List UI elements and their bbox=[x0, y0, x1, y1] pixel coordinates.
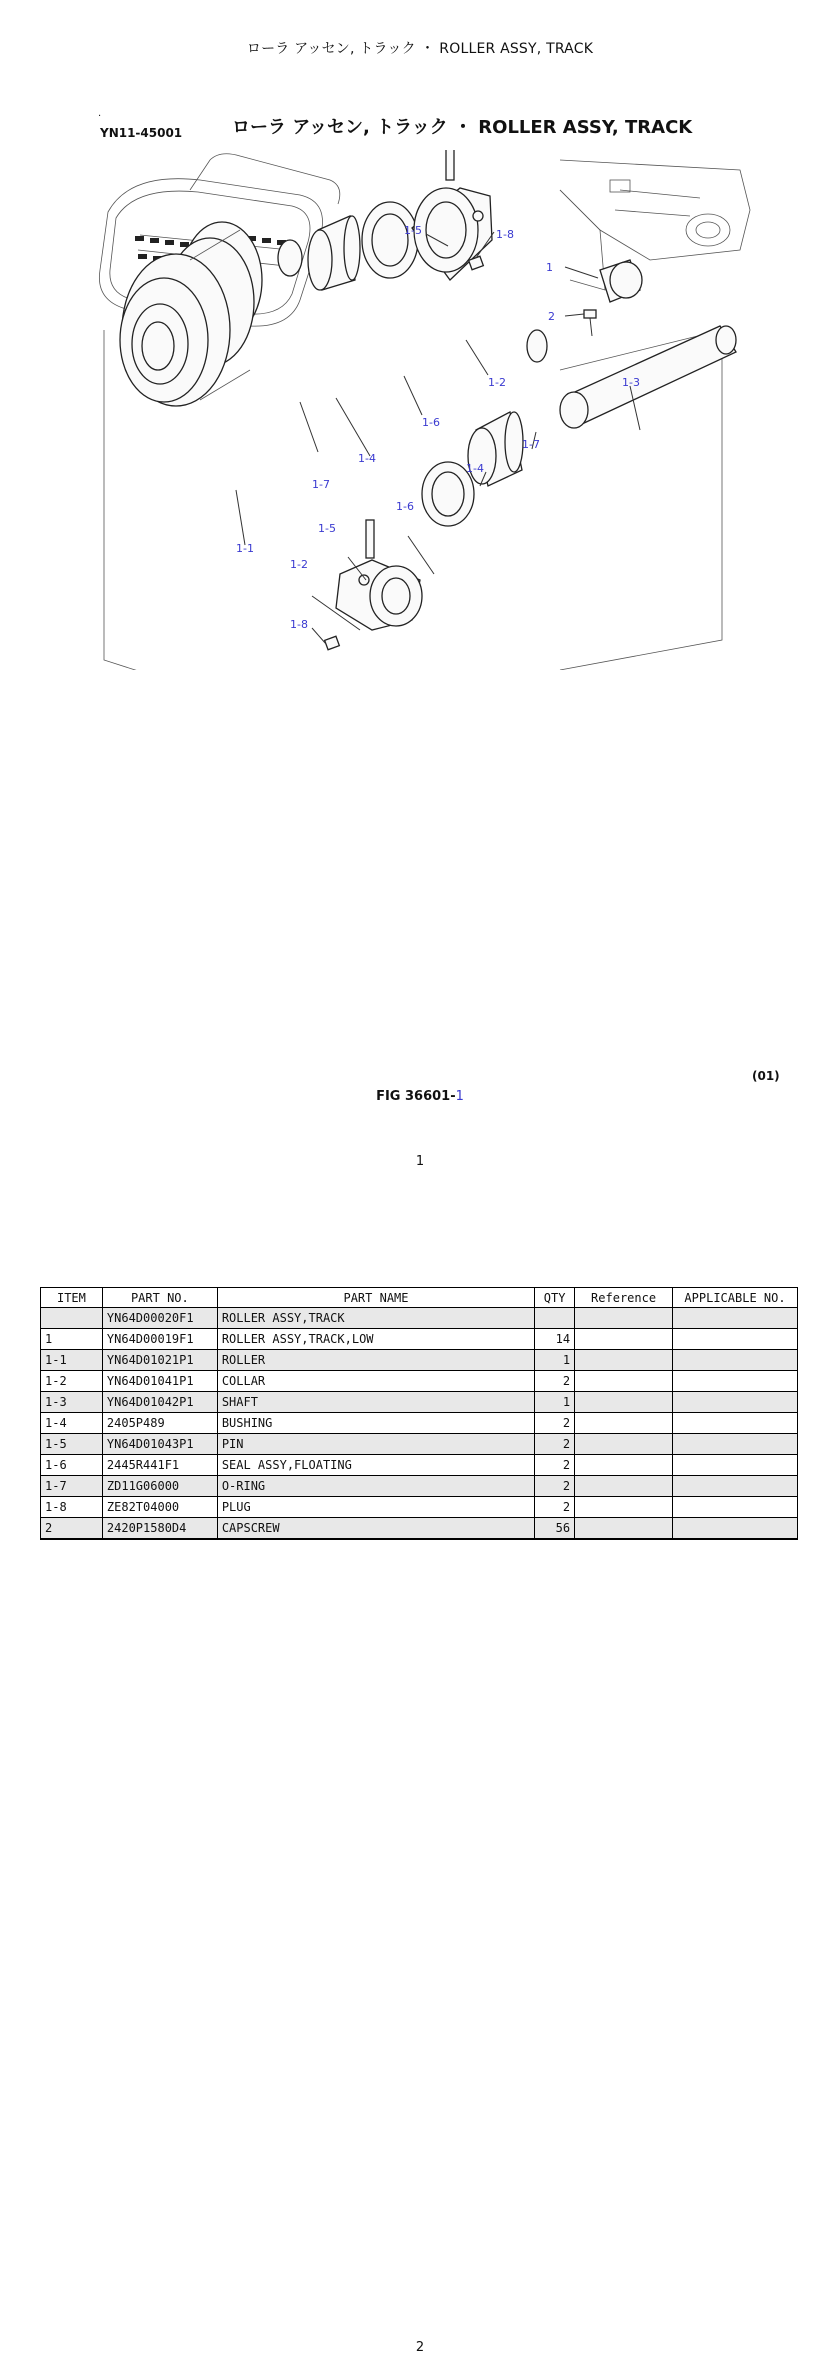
column-header-qty: QTY bbox=[535, 1288, 575, 1308]
part-name-cell: ROLLER bbox=[217, 1350, 534, 1371]
applicable-no-cell bbox=[673, 1455, 798, 1476]
page-number: 2 bbox=[415, 2340, 425, 2355]
bushing-drawing bbox=[308, 216, 360, 290]
callout-label: 1-3 bbox=[622, 376, 640, 389]
callout-label: 1-6 bbox=[422, 416, 440, 429]
item-cell: 1-1 bbox=[41, 1350, 103, 1371]
part-name-cell: COLLAR bbox=[217, 1371, 534, 1392]
applicable-no-cell bbox=[673, 1350, 798, 1371]
reference-cell bbox=[575, 1497, 673, 1518]
qty-cell: 2 bbox=[535, 1497, 575, 1518]
callout-label: 2 bbox=[548, 310, 555, 323]
item-cell: 2 bbox=[41, 1518, 103, 1540]
exploded-parts-illustration bbox=[0, 150, 840, 670]
item-cell: 1-3 bbox=[41, 1392, 103, 1413]
callout-label: 1-5 bbox=[318, 522, 336, 535]
sheet-number: 1 bbox=[415, 1154, 425, 1169]
table-row bbox=[41, 1350, 798, 1371]
collar-drawing-lower bbox=[336, 560, 422, 630]
applicable-no-cell bbox=[673, 1497, 798, 1518]
o-ring-drawing bbox=[527, 330, 547, 362]
applicable-no-cell bbox=[673, 1308, 798, 1329]
callout-label: 1-7 bbox=[312, 478, 330, 491]
table-row bbox=[41, 1371, 798, 1392]
item-cell: 1 bbox=[41, 1329, 103, 1350]
part-name-cell: CAPSCREW bbox=[217, 1518, 534, 1540]
table-row bbox=[41, 1518, 798, 1540]
callout-label: 1-1 bbox=[236, 542, 254, 555]
table-row bbox=[41, 1413, 798, 1434]
column-header-reference: Reference bbox=[575, 1288, 673, 1308]
diagram-marker: . bbox=[98, 108, 102, 119]
reference-cell bbox=[575, 1350, 673, 1371]
applicable-no-cell bbox=[673, 1371, 798, 1392]
diagram-title: ローラ アッセン, トラック ・ ROLLER ASSY, TRACK bbox=[232, 117, 693, 138]
track-frame-drawing bbox=[560, 160, 750, 290]
figure-number-suffix: 1 bbox=[455, 1089, 464, 1104]
roller-drawing bbox=[120, 222, 262, 406]
qty-cell: 14 bbox=[535, 1329, 575, 1350]
reference-cell bbox=[575, 1392, 673, 1413]
reference-cell bbox=[575, 1518, 673, 1540]
part-name-cell: PIN bbox=[217, 1434, 534, 1455]
callout-label: 1-8 bbox=[496, 228, 514, 241]
part-no-cell: YN64D00019F1 bbox=[102, 1329, 217, 1350]
applicable-no-cell bbox=[673, 1518, 798, 1540]
o-ring-drawing bbox=[278, 240, 302, 276]
floating-seal-drawing bbox=[362, 202, 418, 278]
figure-caption bbox=[0, 1089, 840, 1104]
callout-label: 1-2 bbox=[488, 376, 506, 389]
callout-label: 1-4 bbox=[358, 452, 376, 465]
part-no-cell: 2405P489 bbox=[102, 1413, 217, 1434]
qty-cell: 1 bbox=[535, 1350, 575, 1371]
column-header-part-no: PART NO. bbox=[102, 1288, 217, 1308]
item-cell: 1-5 bbox=[41, 1434, 103, 1455]
callout-label: 1-5 bbox=[404, 224, 422, 237]
column-header-applicable-no: APPLICABLE NO. bbox=[673, 1288, 798, 1308]
callout-label: 1-6 bbox=[396, 500, 414, 513]
applicable-no-cell bbox=[673, 1434, 798, 1455]
column-header-part-name: PART NAME bbox=[217, 1288, 534, 1308]
qty-cell: 1 bbox=[535, 1392, 575, 1413]
item-cell: 1-8 bbox=[41, 1497, 103, 1518]
part-no-cell: YN64D00020F1 bbox=[102, 1308, 217, 1329]
page-header: ローラ アッセン, トラック ・ ROLLER ASSY, TRACK bbox=[246, 41, 594, 57]
parts-list-table bbox=[40, 1287, 798, 1540]
reference-cell bbox=[575, 1434, 673, 1455]
table-row bbox=[41, 1455, 798, 1476]
part-name-cell: PLUG bbox=[217, 1497, 534, 1518]
part-no-cell: 2420P1580D4 bbox=[102, 1518, 217, 1540]
part-name-cell: ROLLER ASSY,TRACK bbox=[217, 1308, 534, 1329]
part-name-cell: SHAFT bbox=[217, 1392, 534, 1413]
item-cell bbox=[41, 1308, 103, 1329]
table-row bbox=[41, 1329, 798, 1350]
table-row bbox=[41, 1497, 798, 1518]
model-code: YN11-45001 bbox=[100, 126, 183, 140]
figure-number: FIG 36601- bbox=[376, 1089, 456, 1104]
revision-code: (01) bbox=[752, 1069, 780, 1083]
item-cell: 1-4 bbox=[41, 1413, 103, 1434]
qty-cell: 2 bbox=[535, 1434, 575, 1455]
part-name-cell: SEAL ASSY,FLOATING bbox=[217, 1455, 534, 1476]
part-name-cell: O-RING bbox=[217, 1476, 534, 1497]
part-no-cell: ZE82T04000 bbox=[102, 1497, 217, 1518]
reference-cell bbox=[575, 1371, 673, 1392]
applicable-no-cell bbox=[673, 1476, 798, 1497]
pin-drawing-lower bbox=[366, 520, 374, 558]
qty-cell: 2 bbox=[535, 1455, 575, 1476]
part-name-cell: ROLLER ASSY,TRACK,LOW bbox=[217, 1329, 534, 1350]
part-name-cell: BUSHING bbox=[217, 1413, 534, 1434]
reference-cell bbox=[575, 1329, 673, 1350]
table-header-row bbox=[41, 1288, 798, 1308]
callout-label: 1-7 bbox=[522, 438, 540, 451]
part-no-cell: YN64D01043P1 bbox=[102, 1434, 217, 1455]
shaft-drawing bbox=[560, 326, 736, 428]
part-no-cell: YN64D01041P1 bbox=[102, 1371, 217, 1392]
callout-label: 1-4 bbox=[466, 462, 484, 475]
part-no-cell: ZD11G06000 bbox=[102, 1476, 217, 1497]
part-no-cell: 2445R441F1 bbox=[102, 1455, 217, 1476]
table-row bbox=[41, 1476, 798, 1497]
item-cell: 1-6 bbox=[41, 1455, 103, 1476]
callout-label: 1-2 bbox=[290, 558, 308, 571]
qty-cell: 2 bbox=[535, 1371, 575, 1392]
pin-drawing bbox=[446, 150, 454, 180]
reference-cell bbox=[575, 1308, 673, 1329]
part-no-cell: YN64D01021P1 bbox=[102, 1350, 217, 1371]
callout-label: 1 bbox=[546, 261, 553, 274]
table-row bbox=[41, 1308, 798, 1329]
qty-cell: 2 bbox=[535, 1476, 575, 1497]
applicable-no-cell bbox=[673, 1329, 798, 1350]
part-no-cell: YN64D01042P1 bbox=[102, 1392, 217, 1413]
reference-cell bbox=[575, 1413, 673, 1434]
capscrew-drawing bbox=[584, 310, 596, 336]
applicable-no-cell bbox=[673, 1413, 798, 1434]
reference-cell bbox=[575, 1476, 673, 1497]
item-cell: 1-2 bbox=[41, 1371, 103, 1392]
qty-cell bbox=[535, 1308, 575, 1329]
roller-assembly-fitting-drawing bbox=[600, 260, 642, 302]
column-header-item: ITEM bbox=[41, 1288, 103, 1308]
item-cell: 1-7 bbox=[41, 1476, 103, 1497]
qty-cell: 56 bbox=[535, 1518, 575, 1540]
qty-cell: 2 bbox=[535, 1413, 575, 1434]
callout-label: 1-8 bbox=[290, 618, 308, 631]
table-row bbox=[41, 1434, 798, 1455]
reference-cell bbox=[575, 1455, 673, 1476]
callout-leader-lines bbox=[236, 232, 640, 644]
plug-drawing-lower bbox=[325, 636, 340, 650]
table-row bbox=[41, 1392, 798, 1413]
applicable-no-cell bbox=[673, 1392, 798, 1413]
